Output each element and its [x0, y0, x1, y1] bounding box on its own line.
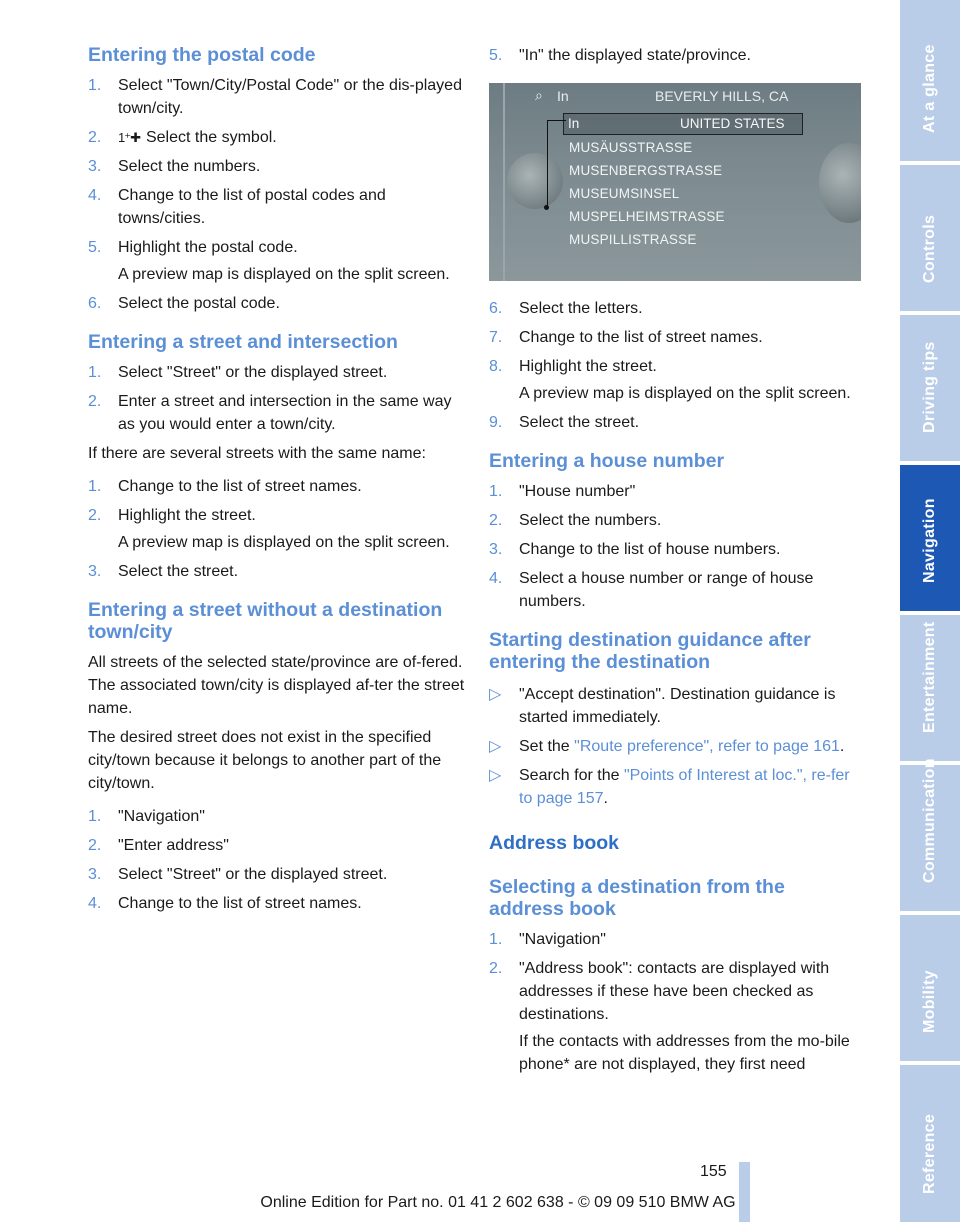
- list-item: [88, 834, 466, 857]
- step-text: Select the street.: [118, 563, 239, 580]
- tab-driving-tips[interactable]: [900, 315, 960, 461]
- list-item: MUSEUMSINSEL: [569, 186, 680, 201]
- step-number: 6.: [88, 295, 102, 312]
- step-text: Highlight the street.: [118, 507, 256, 524]
- section-select-from-address-book: [489, 876, 864, 1076]
- step-number: 3.: [489, 541, 503, 558]
- section-address-book: [489, 832, 864, 854]
- scroll-knob-icon: [819, 143, 861, 223]
- tab-label: Driving tips: [921, 341, 938, 433]
- bullet-text-suffix: .: [603, 790, 608, 807]
- symbol-icon: 1⁺✚: [118, 130, 140, 145]
- section-heading: Selecting a destination from the address book: [489, 876, 785, 920]
- list-item: [489, 355, 864, 378]
- step-number: 1.: [88, 478, 102, 495]
- step-note: If the contacts with addresses from the mo-bile phone* are not displayed, they first need: [519, 1033, 850, 1073]
- list-item: [88, 390, 466, 436]
- footer-text: Online Edition for Part no. 01 41 2 602 638 - © 09 09 510 BMW AG: [260, 1194, 736, 1211]
- section-heading: Entering a street and intersection: [88, 331, 398, 353]
- section-house-number: [489, 450, 864, 613]
- selected-value: UNITED STATES: [680, 116, 785, 131]
- screen-header: [521, 83, 861, 107]
- tab-navigation[interactable]: [900, 465, 960, 611]
- step-text: Highlight the street.: [519, 358, 657, 375]
- step-number: 4.: [88, 895, 102, 912]
- list-item: [88, 236, 466, 259]
- list-item: MUSENBERGSTRASSE: [569, 163, 723, 178]
- selected-label: In: [568, 116, 580, 131]
- step-number: 6.: [489, 300, 503, 317]
- section-heading: Entering a house number: [489, 450, 725, 472]
- step-list: [88, 74, 466, 315]
- route-preference-link[interactable]: "Route preference", refer to page 161: [574, 738, 840, 755]
- step-text: "House number": [519, 483, 636, 500]
- paragraph: The desired street does not exist in the specified city/town because it belongs to another part of the city/town.: [88, 729, 442, 792]
- tab-at-a-glance[interactable]: [900, 0, 960, 161]
- step-list: [88, 805, 466, 915]
- bullet-arrow-icon: ▷: [489, 686, 502, 703]
- step-text: Change to the list of street names.: [118, 478, 362, 495]
- bullet-text-prefix: Search for the: [519, 767, 624, 784]
- step-text: Select the postal code.: [118, 295, 280, 312]
- search-icon: ⌕: [535, 87, 543, 103]
- step-number: 5.: [88, 239, 102, 256]
- paragraph: If there are several streets with the same name:: [88, 445, 426, 462]
- tab-label: Mobility: [921, 970, 938, 1033]
- bullet-text: "Accept destination". Destination guidance is started immediately.: [519, 686, 836, 726]
- step-note: A preview map is displayed on the split screen.: [118, 534, 450, 551]
- list-item: [489, 411, 864, 434]
- list-item: [489, 567, 864, 613]
- list-item: MUSÄUSSTRASSE: [569, 140, 693, 155]
- bullet-text: [519, 764, 864, 810]
- step-text: "Navigation": [118, 808, 205, 825]
- right-column: [489, 44, 864, 1092]
- step-number: 1.: [88, 77, 102, 94]
- list-item: [88, 126, 466, 149]
- list-item: [88, 863, 466, 886]
- step-text-label: Select the symbol.: [145, 129, 277, 146]
- left-column: [88, 44, 466, 931]
- step-text: "In" the displayed state/province.: [519, 47, 751, 64]
- list-item: [489, 480, 864, 503]
- tab-reference[interactable]: [900, 1065, 960, 1222]
- screen-rail: [503, 83, 505, 281]
- bullet-text: [519, 735, 864, 758]
- list-item: [88, 184, 466, 230]
- chapter-tabs: [900, 0, 960, 1222]
- step-number: 3.: [88, 866, 102, 883]
- step-text: Highlight the postal code.: [118, 239, 298, 256]
- list-item: [88, 292, 466, 315]
- section-postal-code: [88, 44, 466, 315]
- step-number: 2.: [88, 507, 102, 524]
- list-item: [489, 764, 864, 810]
- tab-mobility[interactable]: [900, 915, 960, 1061]
- step-text: Select the numbers.: [118, 158, 261, 175]
- section-heading: Address book: [489, 832, 620, 854]
- step-text: Enter a street and intersection in the same way as you would enter a town/city.: [118, 393, 452, 433]
- list-item: [489, 928, 864, 951]
- step-text: Select the letters.: [519, 300, 643, 317]
- tab-label: Communication: [921, 758, 938, 883]
- list-item: [489, 957, 864, 1026]
- section-heading: Entering the postal code: [88, 44, 316, 66]
- tab-controls[interactable]: [900, 165, 960, 311]
- tab-label: At a glance: [921, 44, 938, 133]
- points-of-interest-link[interactable]: "Points of Interest at loc.", re-fer to page 157: [519, 767, 850, 807]
- list-item: [88, 74, 466, 120]
- tab-entertainment[interactable]: [900, 615, 960, 761]
- step-list: [489, 928, 864, 1076]
- page-marker-bar: [739, 1162, 750, 1222]
- list-item: [489, 297, 864, 320]
- list-item: [88, 361, 466, 384]
- list-item: [489, 509, 864, 532]
- step-number: 9.: [489, 414, 503, 431]
- tab-label: Navigation: [921, 498, 938, 583]
- section-heading: Entering a street without a destination town/city: [88, 599, 443, 643]
- step-text: Select the numbers.: [519, 512, 662, 529]
- list-item: [489, 735, 864, 758]
- step-list: [88, 475, 466, 583]
- paragraph: All streets of the selected state/province are of-fered. The associated town/city is displayed af-ter the street name.: [88, 654, 465, 717]
- bullet-text-prefix: Set the: [519, 738, 575, 755]
- step-note: A preview map is displayed on the split screen.: [519, 385, 851, 402]
- list-item: [88, 504, 466, 527]
- step-number: 7.: [489, 329, 503, 346]
- list-item: [88, 560, 466, 583]
- step-note: A preview map is displayed on the split screen.: [118, 266, 450, 283]
- step-text: Select a house number or range of house numbers.: [519, 570, 814, 610]
- step-number: 8.: [489, 358, 503, 375]
- step-text: [118, 126, 466, 149]
- list-item: [88, 892, 466, 915]
- header-label: In: [557, 88, 569, 104]
- header-value: BEVERLY HILLS, CA: [655, 88, 789, 104]
- selected-row: [563, 113, 803, 135]
- step-list: [489, 480, 864, 613]
- tab-label: Reference: [921, 1113, 938, 1194]
- section-start-guidance: [489, 629, 864, 810]
- step-number: 2.: [489, 960, 503, 977]
- list-item: [489, 538, 864, 561]
- bullet-arrow-icon: ▷: [489, 767, 502, 784]
- step-list: [88, 361, 466, 436]
- tab-label: Controls: [921, 214, 938, 283]
- bullet-list: [489, 683, 864, 810]
- idrive-screen-image: [489, 83, 861, 281]
- step-text: Change to the list of street names.: [519, 329, 763, 346]
- step-text: Change to the list of house numbers.: [519, 541, 781, 558]
- step-number: 2.: [88, 393, 102, 410]
- step-text: Select the street.: [519, 414, 640, 431]
- callout-dot: [544, 205, 549, 210]
- section-street-intersection: [88, 331, 466, 583]
- list-item: [88, 805, 466, 828]
- step-text: "Address book": contacts are displayed with addresses if these have been checked as destinations.: [519, 960, 830, 1023]
- step-number: 2.: [88, 129, 102, 146]
- list-item: MUSPILLISTRASSE: [569, 232, 697, 247]
- step-number: 1.: [88, 364, 102, 381]
- list-item: [489, 44, 864, 67]
- step-text: "Enter address": [118, 837, 229, 854]
- step-number: 2.: [489, 512, 503, 529]
- tab-label: Entertainment: [921, 621, 938, 733]
- step-number: 1.: [489, 483, 503, 500]
- step-number: 4.: [88, 187, 102, 204]
- bullet-text-suffix: .: [839, 738, 845, 755]
- bullet-arrow-icon: ▷: [489, 738, 502, 755]
- step-number: 1.: [489, 931, 503, 948]
- list-item: MUSPELHEIMSTRASSE: [569, 209, 725, 224]
- step-number: 3.: [88, 158, 102, 175]
- step-list: [489, 44, 864, 67]
- step-list: [489, 297, 864, 434]
- step-text: Change to the list of street names.: [118, 895, 362, 912]
- page-number: 155: [700, 1163, 727, 1180]
- section-heading: Starting destination guidance after entering the destination: [489, 629, 811, 673]
- list-item: [489, 326, 864, 349]
- step-text: Select "Street" or the displayed street.: [118, 866, 388, 883]
- step-text: Select "Town/City/Postal Code" or the dis-played town/city.: [118, 77, 462, 117]
- list-item: [489, 683, 864, 729]
- step-number: 4.: [489, 570, 503, 587]
- list-item: [88, 475, 466, 498]
- step-number: 5.: [489, 47, 503, 64]
- section-street-no-town: [88, 599, 466, 915]
- tab-communication[interactable]: [900, 758, 960, 911]
- step-number: 1.: [88, 808, 102, 825]
- step-text: Change to the list of postal codes and towns/cities.: [118, 187, 386, 227]
- step-text: "Navigation": [519, 931, 606, 948]
- step-text: Select "Street" or the displayed street.: [118, 364, 388, 381]
- callout-line: [547, 120, 566, 206]
- step-number: 3.: [88, 563, 102, 580]
- step-number: 2.: [88, 837, 102, 854]
- list-item: [88, 155, 466, 178]
